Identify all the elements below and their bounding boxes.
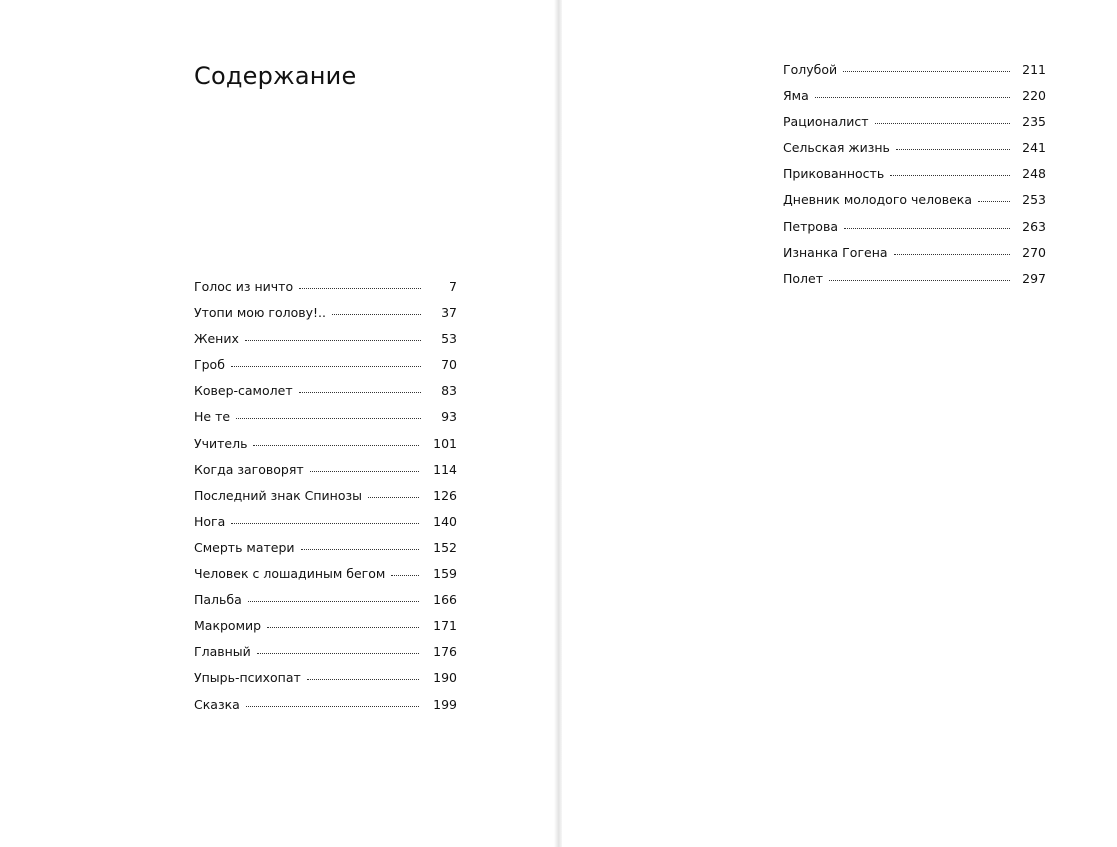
toc-entry[interactable] (194, 564, 457, 590)
page-number: 248 (1022, 166, 1046, 182)
chapter-title: Главный (194, 644, 251, 660)
chapter-title: Учитель (194, 435, 248, 451)
page-number: 126 (433, 487, 457, 503)
dot-leader (310, 470, 420, 472)
chapter-title: Сельская жизнь (783, 140, 890, 156)
dot-leader (231, 365, 421, 367)
chapter-title: Макромир (194, 618, 262, 634)
toc-entry[interactable] (194, 355, 457, 381)
dot-leader (332, 313, 421, 315)
toc-entry[interactable] (194, 303, 457, 329)
page-number: 235 (1022, 114, 1046, 130)
toc-entry[interactable] (783, 243, 1046, 269)
page-number: 166 (433, 592, 457, 608)
toc-entry[interactable] (194, 642, 457, 668)
toc-entry[interactable] (783, 60, 1046, 86)
dot-leader (978, 200, 1010, 202)
chapter-title: Не те (194, 409, 231, 425)
page-number: 270 (1022, 244, 1046, 260)
toc-entry[interactable] (194, 486, 457, 512)
page-number: 220 (1022, 88, 1046, 104)
dot-leader (248, 600, 419, 602)
dot-leader (267, 626, 419, 628)
chapter-title: Утопи мою голову!.. (194, 305, 326, 321)
dot-leader (299, 391, 421, 393)
page-number: 211 (1022, 62, 1046, 77)
dot-leader (844, 227, 1010, 229)
chapter-title: Дневник молодого человека (783, 192, 972, 208)
chapter-title: Человек с лошадиным бегом (194, 566, 386, 582)
toc-entry[interactable] (194, 538, 457, 564)
page-number: 263 (1022, 218, 1046, 234)
toc-entry[interactable] (194, 616, 457, 642)
toc-list-left (194, 277, 457, 721)
chapter-title: Полет (783, 270, 824, 286)
page-number: 140 (433, 513, 457, 529)
toc-entry[interactable] (194, 277, 457, 303)
dot-leader (246, 705, 419, 707)
toc-entry[interactable] (783, 217, 1046, 243)
page-number: 171 (433, 618, 457, 634)
page-number: 7 (449, 279, 457, 294)
dot-leader (368, 496, 419, 498)
chapter-title: Нога (194, 513, 226, 529)
chapter-title: Голос из ничто (194, 279, 294, 294)
chapter-title: Рационалист (783, 114, 869, 130)
chapter-title: Ковер-самолет (194, 383, 293, 399)
dot-leader (257, 652, 419, 654)
dot-leader (236, 417, 421, 419)
dot-leader (245, 339, 421, 341)
chapter-title: Сказка (194, 696, 240, 712)
page-number: 176 (433, 644, 457, 660)
dot-leader (894, 253, 1011, 255)
dot-leader (231, 522, 419, 524)
page-gutter (554, 0, 562, 847)
toc-entry[interactable] (194, 407, 457, 433)
dot-leader (307, 678, 419, 680)
page-number: 93 (441, 409, 457, 425)
chapter-title: Смерть матери (194, 539, 295, 555)
toc-entry[interactable] (783, 86, 1046, 112)
toc-entry[interactable] (194, 381, 457, 407)
page-number: 199 (433, 696, 457, 712)
dot-leader (875, 122, 1011, 124)
chapter-title: Петрова (783, 218, 838, 234)
page-number: 241 (1022, 140, 1046, 156)
chapter-title: Яма (783, 88, 809, 104)
toc-entry[interactable] (194, 460, 457, 486)
page-number: 83 (441, 383, 457, 399)
chapter-title: Когда заговорят (194, 461, 304, 477)
dot-leader (829, 279, 1010, 281)
page-number: 159 (433, 566, 457, 582)
chapter-title: Жених (194, 331, 239, 347)
page-number: 114 (433, 461, 457, 477)
page-number: 152 (433, 539, 457, 555)
page-number: 101 (433, 435, 457, 451)
toc-entry[interactable] (783, 164, 1046, 190)
chapter-title: Упырь-психопат (194, 670, 301, 686)
toc-entry[interactable] (194, 329, 457, 355)
chapter-title: Изнанка Гогена (783, 244, 888, 260)
dot-leader (896, 148, 1010, 150)
page-number: 297 (1022, 270, 1046, 286)
page-number: 253 (1022, 192, 1046, 208)
dot-leader (815, 96, 1010, 98)
page-number: 190 (433, 670, 457, 686)
dot-leader (391, 574, 419, 576)
chapter-title: Голубой (783, 62, 838, 77)
page-number: 37 (441, 305, 457, 321)
dot-leader (299, 287, 421, 289)
toc-entry[interactable] (194, 512, 457, 538)
page-title: Содержание (194, 62, 357, 90)
toc-entry[interactable] (783, 190, 1046, 216)
chapter-title: Гроб (194, 357, 225, 373)
dot-leader (253, 444, 419, 446)
toc-entry[interactable] (194, 434, 457, 460)
dot-leader (301, 548, 420, 550)
toc-entry[interactable] (194, 695, 457, 721)
page-number: 70 (441, 357, 457, 373)
toc-entry[interactable] (783, 269, 1046, 295)
toc-entry[interactable] (783, 138, 1046, 164)
chapter-title: Пальба (194, 592, 242, 608)
page-number: 53 (441, 331, 457, 347)
toc-entry[interactable] (194, 590, 457, 616)
toc-entry[interactable] (783, 112, 1046, 138)
dot-leader (843, 70, 1010, 72)
toc-list-right (783, 60, 1046, 295)
toc-entry[interactable] (194, 668, 457, 694)
chapter-title: Последний знак Спинозы (194, 487, 362, 503)
chapter-title: Прикованность (783, 166, 885, 182)
dot-leader (890, 174, 1010, 176)
